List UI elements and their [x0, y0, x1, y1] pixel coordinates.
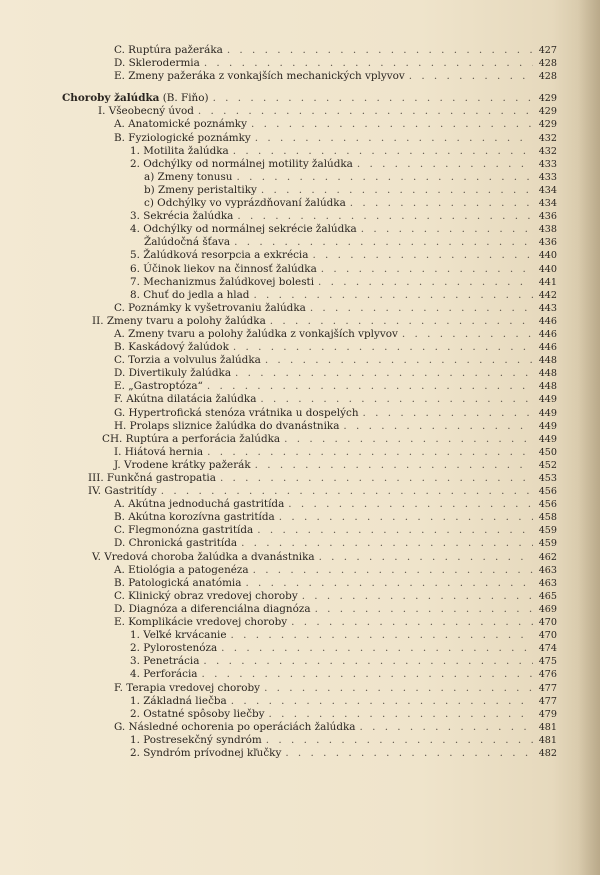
leader-dots: [319, 551, 533, 564]
table-of-contents: [62, 44, 557, 760]
toc-entry-text: 1. Veľké krvácanie: [130, 629, 227, 642]
toc-entry-text: E. „Gastroptóza“: [114, 380, 203, 393]
leader-dots: [291, 616, 533, 629]
toc-entry-text: A. Etiológia a patogenéza: [114, 563, 249, 576]
toc-entry-text: V. Vredová choroba žalúdka a dvanástnika: [92, 550, 315, 563]
toc-entry-text: G. Následné ochorenia po operáciách žalúdka: [114, 720, 356, 733]
page-number: 436: [538, 211, 557, 223]
page-number: 448: [538, 355, 557, 367]
toc-entry-text: A. Anatomické poznámky: [114, 118, 247, 131]
leader-dots: [198, 105, 533, 118]
toc-entry-text: I. Hiátová hernia: [114, 445, 204, 458]
toc-entry-text: 7. Mechanizmus žalúdkovej bolesti: [130, 275, 315, 288]
page-number: 432: [538, 132, 557, 144]
toc-entry-title: [62, 341, 229, 354]
toc-entry-title: [62, 289, 249, 302]
page-number: 453: [538, 473, 557, 484]
toc-entry-title: [62, 616, 287, 629]
toc-entry-title: [62, 629, 227, 642]
toc-entry-text: 3. Sekrécia žalúdka: [130, 210, 234, 223]
toc-entry-title: [62, 354, 261, 367]
toc-entry-title: [62, 92, 209, 105]
toc-entry-text: B. Fyziologické poznámky: [114, 131, 251, 144]
leader-dots: [318, 276, 533, 289]
page-number: 465: [538, 590, 557, 602]
leader-dots: [251, 118, 533, 131]
toc-entry-title: [62, 420, 339, 433]
page-number: 433: [538, 171, 557, 183]
toc-entry-text: C. Flegmonózna gastritída: [114, 524, 254, 537]
toc-entry: [62, 629, 557, 642]
page-number: 429: [538, 93, 557, 105]
leader-dots: [233, 341, 533, 354]
toc-entry: [62, 551, 557, 564]
toc-entry: [62, 721, 557, 734]
toc-entry-text: 6. Účinok liekov na činnosť žalúdka: [130, 262, 317, 275]
toc-entry-title: [62, 70, 405, 83]
toc-entry-title: [62, 315, 266, 328]
toc-entry-text: E. Komplikácie vredovej choroby: [114, 616, 288, 629]
toc-entry-title: [62, 498, 284, 511]
leader-dots: [321, 263, 533, 276]
page-number: 456: [538, 499, 557, 511]
toc-entry: [62, 498, 557, 511]
toc-entry: [62, 485, 557, 498]
toc-entry-text: I. Všeobecný úvod: [98, 105, 194, 118]
toc-entry: [62, 524, 557, 537]
toc-entry-text: 1. Postresekčný syndróm: [130, 733, 262, 746]
toc-entry: [62, 407, 557, 420]
toc-entry-text: 4. Perforácia: [130, 668, 198, 681]
toc-entry: [62, 577, 557, 590]
page-number: 481: [538, 721, 557, 733]
toc-entry-title: [62, 236, 230, 249]
page-number: 443: [538, 302, 557, 314]
leader-dots: [237, 210, 533, 223]
page-number: 476: [538, 669, 557, 681]
page-number: 433: [538, 158, 557, 170]
toc-entry: [62, 158, 557, 171]
toc-entry: [62, 184, 557, 197]
page-number: 442: [538, 289, 557, 301]
toc-entry: [62, 616, 557, 629]
toc-entry-text: a) Zmeny tonusu: [144, 170, 233, 183]
page-number: 477: [538, 695, 557, 707]
toc-entry: [62, 210, 557, 223]
toc-entry-title: [62, 393, 256, 406]
page-number: 434: [538, 184, 557, 196]
toc-entry-title: [62, 721, 355, 734]
toc-entry-text: II. Zmeny tvaru a polohy žalúdka: [92, 314, 266, 327]
toc-entry-title: [62, 367, 231, 380]
leader-dots: [255, 459, 533, 472]
leader-dots: [201, 668, 533, 681]
leader-dots: [363, 407, 533, 420]
toc-entry-title: [62, 223, 357, 236]
page-number: 469: [538, 603, 557, 615]
toc-entry: [62, 655, 557, 668]
toc-entry: [62, 734, 557, 747]
page-number: 482: [538, 747, 557, 759]
toc-entry: [62, 249, 557, 262]
page-number: 459: [538, 538, 557, 550]
leader-dots: [257, 524, 533, 537]
leader-dots: [312, 249, 533, 262]
leader-dots: [284, 433, 533, 446]
page-number: 463: [538, 577, 557, 589]
leader-dots: [285, 747, 533, 760]
page-number: 440: [538, 250, 557, 262]
toc-entry: [62, 668, 557, 681]
toc-entry: [62, 341, 557, 354]
leader-dots: [288, 498, 533, 511]
toc-entry-text: 2. Pylorostenóza: [130, 642, 218, 655]
toc-entry: [62, 682, 557, 695]
leader-dots: [241, 537, 533, 550]
toc-entry-title: [62, 551, 315, 564]
toc-entry: [62, 393, 557, 406]
toc-entry-text: D. Divertikuly žalúdka: [114, 367, 232, 380]
page-number: 428: [538, 58, 557, 70]
toc-entry-title: [62, 524, 253, 537]
toc-entry-text: G. Hypertrofická stenóza vrátnika u dospelých: [114, 406, 359, 419]
toc-entry-title: [62, 564, 249, 577]
toc-entry-title: [62, 158, 353, 171]
toc-entry: [62, 420, 557, 433]
toc-entry: [62, 511, 557, 524]
toc-entry-title: [62, 459, 251, 472]
toc-entry-title: [62, 44, 223, 57]
toc-entry-text: A. Zmeny tvaru a polohy žalúdka z vonkajších vplyvov: [114, 327, 398, 340]
leader-dots: [255, 132, 533, 145]
toc-entry: [62, 92, 557, 105]
toc-entry-title: [62, 302, 306, 315]
page-number: 427: [538, 45, 557, 56]
toc-entry-title: [62, 603, 311, 616]
toc-entry-text: C. Torzia a volvulus žalúdka: [114, 354, 261, 367]
toc-entry-title: [62, 249, 308, 262]
toc-entry: [62, 433, 557, 446]
toc-entry-text: J. Vrodene krátky pažerák: [114, 458, 251, 471]
leader-dots: [266, 734, 533, 747]
toc-entry-text: F. Terapia vredovej choroby: [114, 681, 261, 694]
toc-entry: [62, 328, 557, 341]
toc-entry: [62, 354, 557, 367]
toc-entry: [62, 642, 557, 655]
toc-entry-title: [62, 105, 194, 118]
toc-entry: [62, 289, 557, 302]
toc-entry-text: A. Akútna jednoduchá gastritída: [114, 498, 285, 511]
page-number: 481: [538, 734, 557, 746]
page-number: 458: [538, 512, 557, 524]
leader-dots: [402, 328, 533, 341]
leader-dots: [220, 472, 533, 485]
leader-dots: [270, 315, 533, 328]
toc-entry-title: [62, 263, 317, 276]
toc-entry-text: b) Zmeny peristaltiky: [144, 183, 257, 196]
toc-entry-text: IV. Gastritídy: [88, 485, 157, 498]
leader-dots: [350, 197, 533, 210]
toc-entry: [62, 537, 557, 550]
toc-entry-text: D. Sklerodermia: [114, 57, 200, 70]
toc-entry-text: 8. Chuť do jedla a hlad: [130, 288, 250, 301]
toc-entry: [62, 105, 557, 118]
toc-entry-text: (B. Fiňo): [159, 92, 209, 105]
toc-entry-title: [62, 642, 217, 655]
leader-dots: [279, 511, 533, 524]
toc-entry: [62, 118, 557, 131]
page-number: 446: [538, 328, 557, 340]
toc-entry-text: 3. Penetrácia: [130, 655, 200, 668]
toc-entry-text: III. Funkčná gastropatia: [88, 472, 216, 484]
page-number: 449: [538, 420, 557, 432]
toc-entry-title: [62, 210, 233, 223]
toc-entry-text: B. Patologická anatómia: [114, 576, 242, 589]
leader-dots: [261, 184, 533, 197]
page-number: 463: [538, 564, 557, 576]
toc-entry-text: C. Poznámky k vyšetrovaniu žalúdka: [114, 301, 306, 314]
toc-entry: [62, 171, 557, 184]
toc-entry-title: [62, 655, 199, 668]
toc-entry-text: 1. Motilita žalúdka: [130, 144, 229, 157]
toc-entry-title: [62, 511, 275, 524]
leader-dots: [409, 70, 533, 83]
page-number: 441: [538, 276, 557, 288]
toc-entry: [62, 590, 557, 603]
page-number: 470: [538, 630, 557, 642]
toc-entry-text: B. Akútna korozívna gastritída: [114, 511, 275, 524]
page-number: 440: [538, 263, 557, 275]
toc-entry-text: F. Akútna dilatácia žalúdka: [114, 393, 257, 406]
toc-entry: [62, 315, 557, 328]
page-number: 429: [538, 106, 557, 118]
page-number: 438: [538, 224, 557, 236]
page-number: 449: [538, 394, 557, 406]
toc-entry-title: [62, 747, 281, 760]
leader-dots: [269, 708, 533, 721]
leader-dots: [231, 695, 533, 708]
page-number: 434: [538, 198, 557, 210]
page-number: 479: [538, 708, 557, 720]
toc-entry: [62, 564, 557, 577]
leader-dots: [253, 289, 533, 302]
toc-entry-title: [62, 577, 241, 590]
toc-entry: [62, 747, 557, 760]
page-number: 448: [538, 368, 557, 380]
leader-dots: [161, 485, 533, 498]
leader-dots: [221, 642, 533, 655]
leader-dots: [260, 393, 533, 406]
toc-entry-title: [62, 734, 262, 747]
leader-dots: [357, 158, 533, 171]
toc-entry: [62, 380, 557, 393]
toc-entry-title: [62, 145, 229, 158]
toc-entry: [62, 708, 557, 721]
toc-entry-title: [62, 132, 251, 145]
toc-entry-title: [62, 407, 359, 420]
toc-entry-text: 1. Základná liečba: [130, 694, 227, 707]
toc-entry-text: 2. Syndróm prívodnej kľučky: [130, 746, 282, 759]
page-number: 446: [538, 342, 557, 354]
toc-entry-title: [62, 328, 398, 341]
leader-dots: [227, 44, 533, 57]
toc-entry: [62, 603, 557, 616]
toc-entry: [62, 236, 557, 249]
toc-entry: [62, 459, 557, 472]
toc-entry-title: [62, 171, 232, 184]
toc-entry-title: [62, 695, 227, 708]
page-number: 448: [538, 381, 557, 393]
toc-entry: [62, 695, 557, 708]
leader-dots: [234, 236, 533, 249]
toc-entry-title: [62, 276, 314, 289]
page-number: 429: [538, 119, 557, 131]
toc-entry-title: [62, 668, 197, 681]
toc-entry-title: [62, 708, 265, 721]
leader-dots: [361, 223, 533, 236]
toc-entry-title: [62, 57, 200, 70]
leader-dots: [264, 682, 533, 695]
toc-entry-text: D. Diagnóza a diferenciálna diagnóza: [114, 602, 311, 615]
leader-dots: [236, 171, 533, 184]
page-number: 450: [538, 446, 557, 458]
leader-dots: [203, 655, 533, 668]
page-number: 432: [538, 145, 557, 157]
toc-entry-text: c) Odchýlky vo vyprázdňovaní žalúdka: [144, 197, 346, 210]
toc-entry-title: [62, 184, 257, 197]
toc-entry-title: [62, 433, 280, 446]
toc-entry: [62, 302, 557, 315]
toc-entry-text: D. Chronická gastritída: [114, 537, 238, 550]
toc-entry-text: CH. Ruptúra a perforácia žalúdka: [102, 432, 281, 445]
toc-entry-title: [62, 472, 216, 485]
toc-entry-text: 4. Odchýlky od normálnej sekrécie žalúdka: [130, 223, 357, 236]
toc-entry-text: 2. Odchýlky od normálnej motility žalúdka: [130, 157, 353, 170]
page-edge-shadow: [578, 0, 600, 875]
toc-entry-title: [62, 197, 346, 210]
toc-entry: [62, 70, 557, 83]
toc-entry: [62, 263, 557, 276]
toc-entry: [62, 132, 557, 145]
page-number: 436: [538, 237, 557, 249]
toc-entry-text: H. Prolaps sliznice žalúdka do dvanástnika: [114, 419, 340, 432]
page-number: 449: [538, 407, 557, 419]
leader-dots: [310, 302, 533, 315]
toc-entry: [62, 57, 557, 70]
toc-entry: [62, 472, 557, 485]
leader-dots: [207, 380, 533, 393]
leader-dots: [204, 57, 533, 70]
page-number: 477: [538, 682, 557, 694]
toc-entry-title: [62, 485, 157, 498]
page-number: 462: [538, 551, 557, 563]
toc-entry: [62, 223, 557, 236]
section-heading: Choroby žalúdka: [62, 92, 160, 105]
page-number: 446: [538, 315, 557, 327]
toc-entry: [62, 367, 557, 380]
toc-entry: [62, 446, 557, 459]
toc-entry-text: 5. Žalúdková resorpcia a exkrécia: [130, 249, 309, 262]
toc-entry: [62, 197, 557, 210]
toc-entry: [62, 145, 557, 158]
leader-dots: [302, 590, 533, 603]
page-number: 459: [538, 525, 557, 537]
leader-dots: [231, 629, 534, 642]
toc-entry-title: [62, 537, 237, 550]
toc-entry: [62, 276, 557, 289]
leader-dots: [245, 577, 533, 590]
page-number: 456: [538, 486, 557, 498]
toc-entry-text: C. Ruptúra pažeráka: [114, 44, 223, 56]
page-number: 475: [538, 656, 557, 668]
toc-entry-title: [62, 446, 203, 459]
toc-entry-title: [62, 682, 260, 695]
toc-entry-text: E. Zmeny pažeráka z vonkajších mechanických vplyvov: [114, 70, 405, 83]
toc-entry-text: C. Klinický obraz vredovej choroby: [114, 589, 298, 602]
page-number: 470: [538, 617, 557, 629]
toc-entry-title: [62, 380, 203, 393]
toc-entry-text: Žalúdočná šťava: [144, 236, 231, 249]
leader-dots: [343, 420, 533, 433]
leader-dots: [315, 603, 533, 616]
page-number: 449: [538, 433, 557, 445]
page-number: 474: [538, 643, 557, 655]
toc-entry-title: [62, 118, 247, 131]
toc-entry-title: [62, 590, 298, 603]
leader-dots: [253, 564, 533, 577]
page-number: 452: [538, 459, 557, 471]
leader-dots: [265, 354, 533, 367]
leader-dots: [213, 92, 533, 105]
leader-dots: [207, 446, 533, 459]
leader-dots: [235, 367, 533, 380]
toc-entry: [62, 44, 557, 57]
toc-entry-text: 2. Ostatné spôsoby liečby: [130, 707, 265, 720]
toc-entry-text: B. Kaskádový žalúdok: [114, 341, 229, 354]
leader-dots: [233, 145, 533, 158]
leader-dots: [359, 721, 533, 734]
page-number: 428: [538, 71, 557, 83]
